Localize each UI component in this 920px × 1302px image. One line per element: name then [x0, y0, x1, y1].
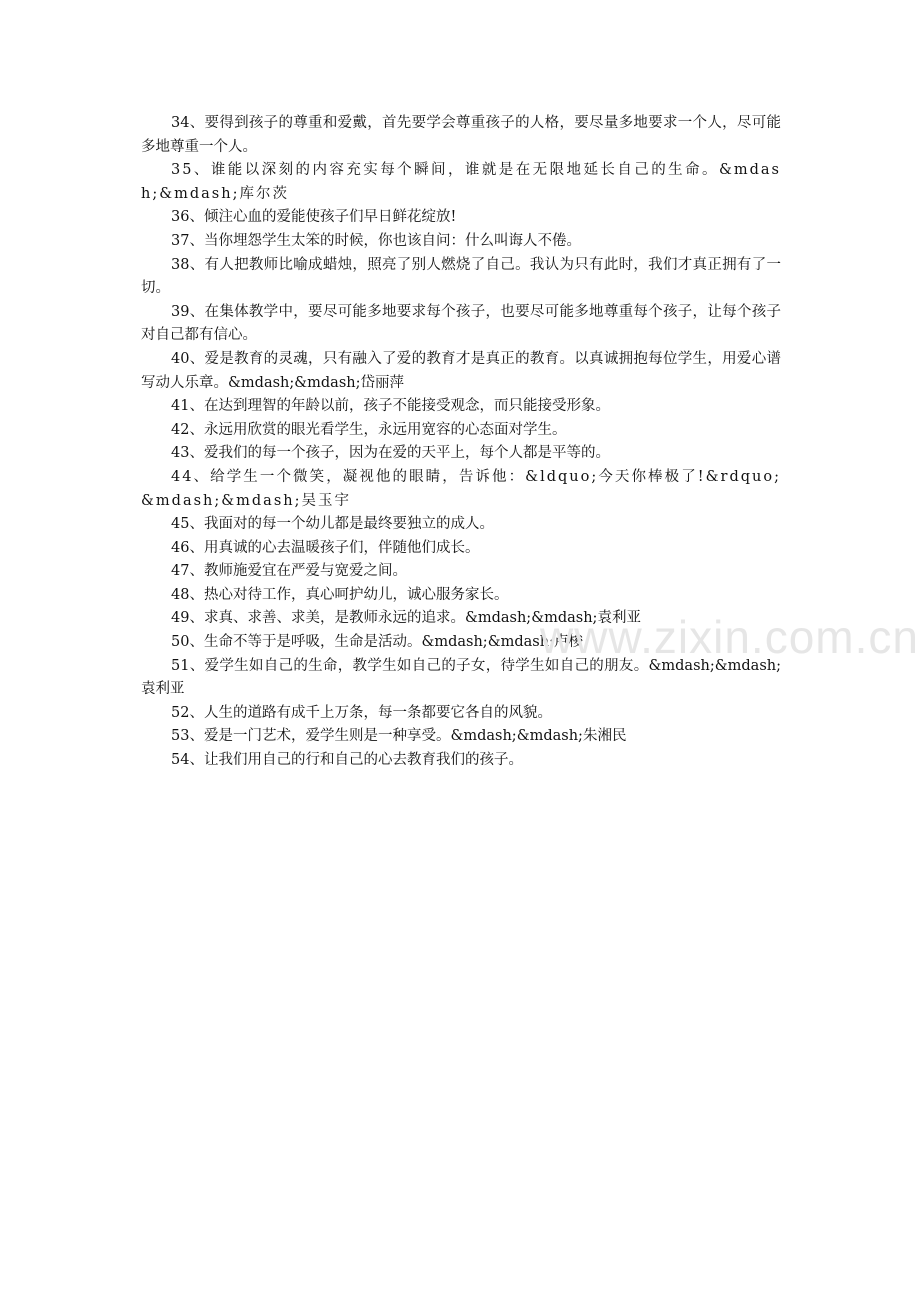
paragraph-38: 38、有人把教师比喻成蜡烛，照亮了别人燃烧了自己。我认为只有此时，我们才真正拥有了一切。	[141, 256, 781, 297]
paragraph-35: 35、谁能以深刻的内容充实每个瞬间，谁就是在无限地延长自己的生命。&mdash;&mdash;库尔茨	[141, 162, 781, 202]
paragraph-44: 44、给学生一个微笑，凝视他的眼睛，告诉他：&ldquo;今天你棒极了!&rdquo;&mdash;&mdash;吴玉宇	[141, 468, 781, 509]
paragraph-43: 43、爱我们的每一个孩子，因为在爱的天平上，每个人都是平等的。	[171, 445, 610, 462]
watermark: www.zixin.com.cn	[540, 611, 919, 663]
document-body	[141, 112, 781, 773]
paragraph-49: 49、求真、求善、求美，是教师永远的追求。&mdash;&mdash;袁利亚	[171, 610, 641, 627]
paragraph-54: 54、让我们用自己的行和自己的心去教育我们的孩子。	[171, 752, 523, 769]
paragraph-41: 41、在达到理智的年龄以前，孩子不能接受观念，而只能接受形象。	[171, 398, 610, 415]
paragraph-51: 51、爱学生如自己的生命，教学生如自己的子女，待学生如自己的朋友。&mdash;&mdash;袁利亚	[141, 657, 781, 698]
paragraph-50: 50、生命不等于是呼吸，生命是活动。&mdash;&mdash;卢梭	[171, 634, 583, 651]
paragraph-46: 46、用真诚的心去温暖孩子们，伴随他们成长。	[171, 539, 480, 556]
paragraph-53: 53、爱是一门艺术，爱学生则是一种享受。&mdash;&mdash;朱湘民	[171, 728, 627, 745]
paragraph-40: 40、爱是教育的灵魂，只有融入了爱的教育才是真正的教育。以真诚拥抱每位学生，用爱心谱写动人乐章。&mdash;&mdash;岱丽萍	[141, 350, 781, 391]
paragraph-39: 39、在集体教学中，要尽可能多地要求每个孩子，也要尽可能多地尊重每个孩子，让每个孩子对自己都有信心。	[141, 303, 781, 344]
paragraph-36: 36、倾注心血的爱能使孩子们早日鲜花绽放!	[171, 209, 457, 226]
paragraph-37: 37、当你埋怨学生太笨的时候，你也该自问：什么叫诲人不倦。	[171, 232, 581, 249]
paragraph-47: 47、教师施爱宜在严爱与宽爱之间。	[171, 563, 407, 580]
paragraph-45: 45、我面对的每一个幼儿都是最终要独立的成人。	[171, 516, 494, 533]
paragraph-52: 52、人生的道路有成千上万条，每一条都要它各自的风貌。	[171, 704, 552, 721]
paragraph-48: 48、热心对待工作，真心呵护幼儿，诚心服务家长。	[171, 586, 509, 603]
paragraph-34: 34、要得到孩子的尊重和爱戴，首先要学会尊重孩子的人格，要尽量多地要求一个人，尽可能多地尊重一个人。	[141, 115, 781, 155]
paragraph-42: 42、永远用欣赏的眼光看学生，永远用宽容的心态面对学生。	[171, 421, 567, 438]
